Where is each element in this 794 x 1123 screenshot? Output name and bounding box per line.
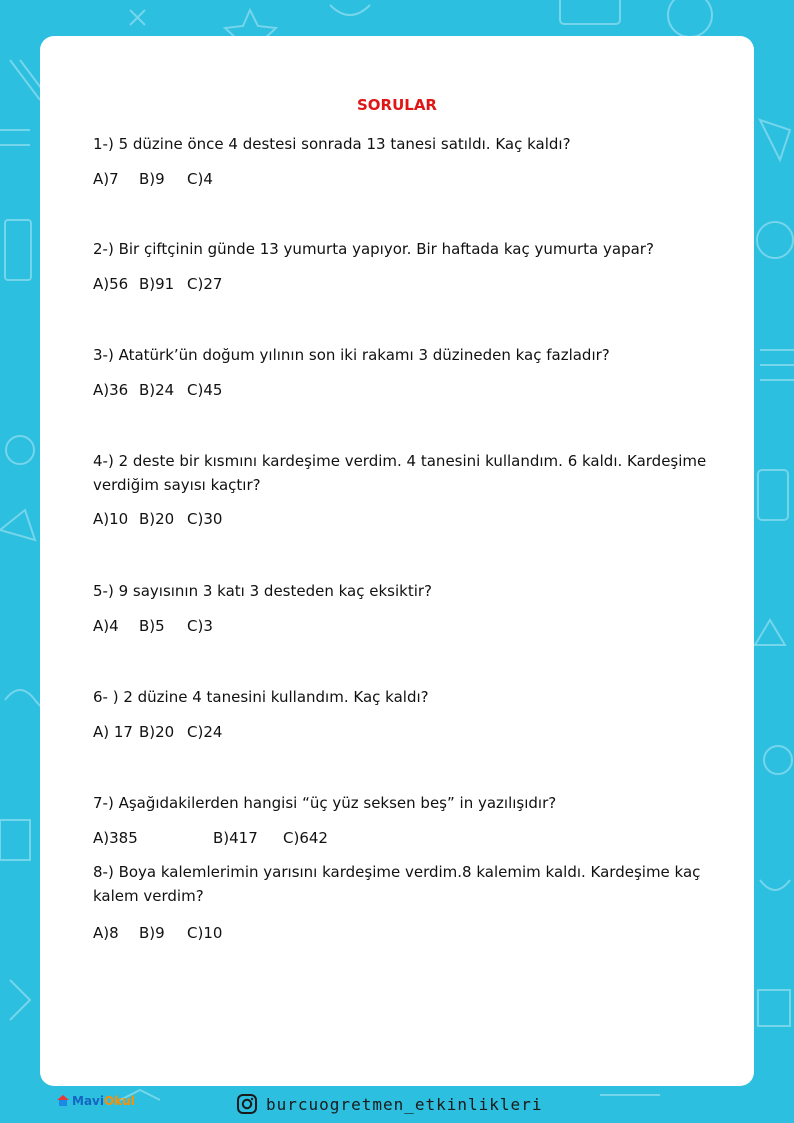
option: B)91 (139, 275, 175, 293)
option: B)24 (139, 381, 175, 399)
footer (0, 1090, 794, 1123)
brand-logo (56, 1094, 135, 1108)
option: A)10 (93, 510, 129, 528)
option: C)24 (187, 723, 223, 741)
option: B)417 (213, 829, 258, 847)
option: C)4 (187, 170, 213, 188)
option: C)30 (187, 510, 223, 528)
options-4 (93, 510, 222, 528)
logo-text-1: Mavi (72, 1094, 104, 1108)
question-3: 3-) Atatürk’ün doğum yılının son iki rakamı 3 düzineden kaç fazladır? (93, 346, 610, 364)
option: A)385 (93, 829, 138, 847)
question-1: 1-) 5 düzine önce 4 destesi sonrada 13 tanesi satıldı. Kaç kaldı? (93, 135, 571, 153)
option: C)642 (283, 829, 328, 847)
question-4: 4-) 2 deste bir kısmını kardeşime verdim. 4 tanesini kullandım. 6 kaldı. Kardeşime verdiğim sayısı kaçtır? (93, 452, 707, 494)
option: B)20 (139, 723, 175, 741)
option: C)3 (187, 617, 213, 635)
option: C)45 (187, 381, 223, 399)
worksheet-card (40, 36, 754, 1086)
option: A)7 (93, 170, 119, 188)
option: C)27 (187, 275, 223, 293)
question-8: 8-) Boya kalemlerimin yarısını kardeşime verdim.8 kalemim kaldı. Kardeşime kaç kalem verdim? (93, 863, 701, 905)
question-2: 2-) Bir çiftçinin günde 13 yumurta yapıyor. Bir haftada kaç yumurta yapar? (93, 240, 654, 258)
options-3 (93, 381, 222, 399)
logo-text-2: Okul (103, 1094, 135, 1108)
option: A)4 (93, 617, 119, 635)
option: A)8 (93, 924, 119, 942)
house-icon (56, 1094, 70, 1106)
options-1 (93, 170, 213, 188)
page-title: SORULAR (356, 96, 437, 114)
option: A) 17 (93, 723, 133, 741)
instagram-credit (236, 1093, 542, 1115)
option: B)9 (139, 924, 165, 942)
option: B)20 (139, 510, 175, 528)
option: A)36 (93, 381, 129, 399)
options-6 (93, 723, 222, 741)
option: C)10 (187, 924, 223, 942)
question-6: 6- ) 2 düzine 4 tanesini kullandım. Kaç kaldı? (93, 688, 429, 706)
instagram-icon (236, 1093, 258, 1115)
option: B)5 (139, 617, 165, 635)
option: A)56 (93, 275, 129, 293)
question-5: 5-) 9 sayısının 3 katı 3 desteden kaç eksiktir? (93, 582, 433, 600)
options-8 (93, 924, 222, 942)
options-2 (93, 275, 222, 293)
option: B)9 (139, 170, 165, 188)
options-7 (93, 829, 328, 847)
options-5 (93, 617, 213, 635)
question-7: 7-) Aşağıdakilerden hangisi “üç yüz seksen beş” in yazılışıdır? (93, 794, 557, 812)
instagram-handle: burcuogretmen_etkinlikleri (266, 1094, 543, 1114)
